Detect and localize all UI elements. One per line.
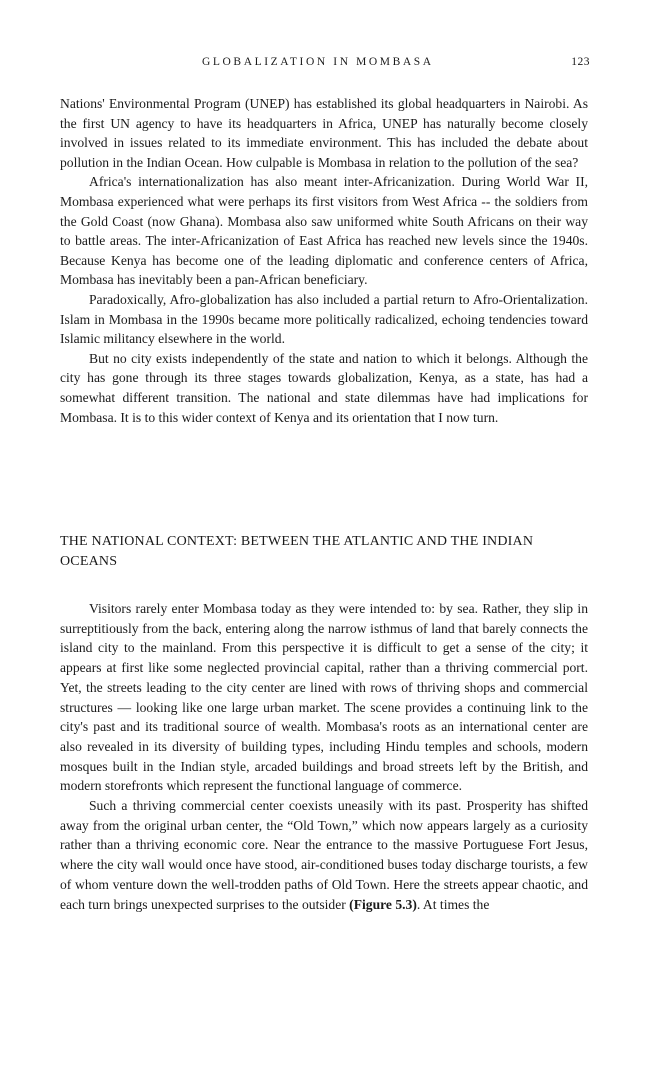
paragraph: Visitors rarely enter Mombasa today as they were intended to: by sea. Rather, they slip in surreptitiously from the back, entering along the narrow isthmus of land that barely connects the island city to the mainland. From this perspective it is difficult to get a sense of the city; it appears at first like some neglected provincial capital, rather than a thriving commercial port. Yet, the streets leading to the city center are lined with rows of thriving shops and commercial structures — looking like one large urban market. The scene provides a continuing link to the city's past and its traditional source of wealth. Mombasa's roots as an international center are also revealed in its diversity of building types, including Hindu temples and schools, modern mosques built in the Indian style, arcaded buildings and broad streets left by the British, and modern storefronts which represent the functional language of commerce. bbox=[60, 601, 588, 794]
body-text-bottom bbox=[60, 599, 588, 914]
paragraph: Nations' Environmental Program (UNEP) has established its global headquarters in Nairobi. As the first UN agency to have its headquarters in Africa, UNEP has naturally become closely involved in issues related to its immediate environment. This has included the debate about pollution in the Indian Ocean. How culpable is Mombasa in relation to the pollution of the sea? bbox=[60, 96, 588, 170]
page-number: 123 bbox=[571, 56, 590, 68]
section-heading: THE NATIONAL CONTEXT: BETWEEN THE ATLANTIC AND THE INDIAN OCEANS bbox=[60, 534, 534, 569]
paragraph: But no city exists independently of the state and nation to which it belongs. Although the city has gone through its three stages towards globalization, Kenya, as a state, has had a somewhat different transition. The national and state dilemmas have had implications for Mombasa. It is to this wider context of Kenya and its orientation that I now turn. bbox=[60, 350, 588, 425]
paragraph-text-tail: . At times the bbox=[416, 896, 490, 912]
paragraph-text: Such a thriving commercial center coexists uneasily with its past. Prosperity has shifted away from the original urban center, the “Old Town,” which now appears largely as a curiosity rather than a thriving economic core. Near the entrance to the massive Portuguese Fort Jesus, where the city wall would once have stood, air-conditioned buses today discharge tourists, a few of whom venture down the well-trodden paths of Old Town. Here the streets appear chaotic, and each turn brings unexpected surprises to the outsider bbox=[60, 798, 588, 912]
figure-reference: (Figure 5.3) bbox=[349, 896, 417, 912]
paragraph: Africa's internationalization has also meant inter-Africanization. During World War II, Mombasa experienced what were perhaps its first visitors from West Africa -- the soldiers from the Gold Coast (now Ghana). Mombasa also saw uniformed white South Africans on their way to battle areas. The inter-Africanization of East Africa has reached new levels since the 1940s. Because Kenya has become one of the leading diplomatic and conference centers of Africa, Mombasa has inevitably been a pan-African beneficiary. bbox=[60, 174, 588, 288]
paragraph: Paradoxically, Afro-globalization has also included a partial return to Afro-Orientalization. Islam in Mombasa in the 1990s became more politically radicalized, echoing tendencies toward Islamic militancy elsewhere in the world. bbox=[60, 291, 588, 347]
paragraph-last bbox=[60, 796, 588, 914]
running-head-title: GLOBALIZATION IN MOMBASA bbox=[202, 56, 434, 68]
body-text-top bbox=[60, 94, 588, 427]
